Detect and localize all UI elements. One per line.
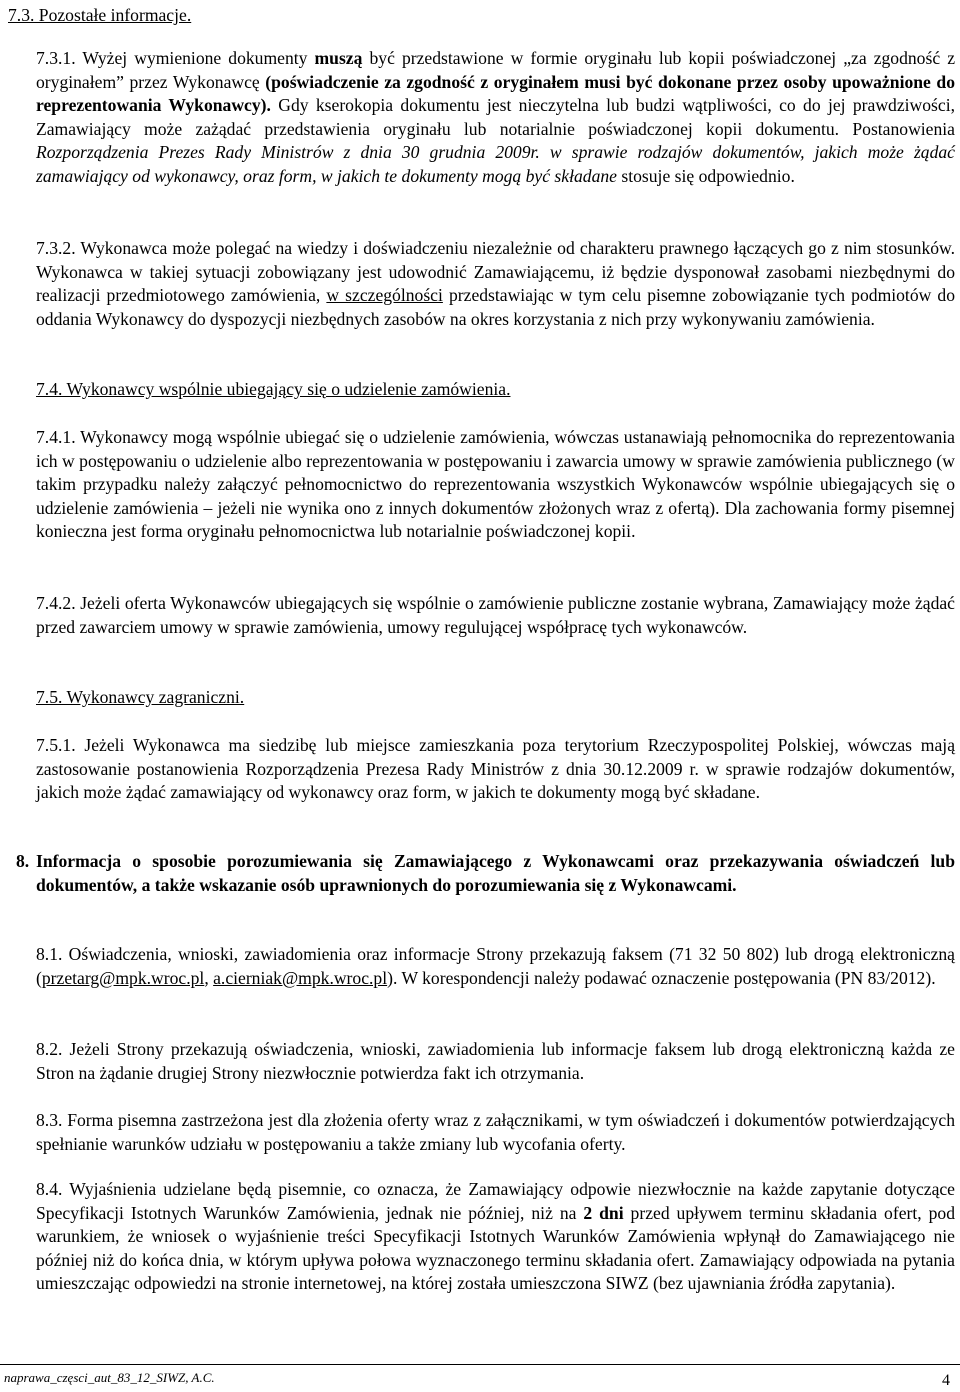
footer-divider [0,1364,960,1365]
paragraph-8-2: 8.2. Jeżeli Strony przekazują oświadczenia, wnioski, zawiadomienia lub informacje faksem lub drogą elektroniczną każda ze Stron na żądanie drugiej Strony niezwłocznie potwierdza fakt ich otrzymania. [36,1039,955,1083]
page-number: 4 [942,1372,950,1389]
paragraph-7-3-1: 7.3.1. Wyżej wymienione dokumenty muszą być przedstawione w formie oryginału lub kopii poświadczonej „za zgodność z oryginałem” przez Wykonawcę (poświadczenie za zgodność z oryginałem musi być dokonane przez osoby upoważnione do reprezentowania Wykonawcy). Gdy kserokopia dokumentu jest nieczytelna lub budzi wątpliwości, co do jej prawdziwości, Zamawiający może zażądać przedstawienia oryginału lub notarialnie poświadczonej kopii dokumentu. Postanowienia Rozporządzenia Prezes Rady Ministrów z dnia 30 grudnia 2009r. w sprawie rodzajów dokumentów, jakich może żądać zamawiający od wykonawcy, oraz form, w jakich te dokumenty mogą być składane stosuje się odpowiednio. [36,48,956,186]
paragraph-7-3-2: 7.3.2. Wykonawca może polegać na wiedzy i doświadczeniu niezależnie od charakteru prawnego łączących go z nim stosunków. Wykonawca w takiej sytuacji zobowiązany jest udowodnić Zamawiającemu, iż będzie dysponował zasobami niezbędnymi do realizacji przedmiotowego zamówienia, w szczególności przedstawiając w tym celu pisemne zobowiązanie tych podmiotów do oddania Wykonawcy do dyspozycji niezbędnych zasobów na okres korzystania z nich przy wykonywaniu zamówienia. [36,238,956,329]
section-7-3-heading: 7.3. Pozostałe informacje. [8,5,192,25]
section-7-5-heading: 7.5. Wykonawcy zagraniczni. [36,687,245,707]
paragraph-8-3: 8.3. Forma pisemna zastrzeżona jest dla złożenia oferty wraz z załącznikami, w tym oświadczeń i dokumentów potwierdzających spełnianie warunków udziału w postępowaniu a także zmiany lub wycofania oferty. [36,1110,955,1154]
paragraph-7-3-1-number: 7.3.1. [36,48,76,68]
paragraph-7-4-2: 7.4.2. Jeżeli oferta Wykonawców ubiegających się wspólnie o zamówienie publiczne zostanie wybrana, Zamawiający może żądać przed zawarciem umowy w sprawie zamówienia, umowy regulującej współpracę tych wykonawców. [36,593,955,637]
email-link-przetarg[interactable]: przetarg@mpk.wroc.pl [41,967,205,988]
section-8-number: 8. [16,851,30,871]
paragraph-7-5-1: 7.5.1. Jeżeli Wykonawca ma siedzibę lub miejsce zamieszkania poza terytorium Rzeczypospolitej Polskiej, wówczas mają zastosowanie postanowienia Rozporządzenia Prezesa Rady Ministrów z dnia 30.12.2009 r. w sprawie rodzajów dokumentów, jakich może żądać zamawiający od wykonawcy oraz form, w jakich te dokumenty mogą być składane. [36,735,955,803]
section-7-4-heading: 7.4. Wykonawcy wspólnie ubiegający się o udzielenie zamówienia. [36,379,511,399]
email-link-cierniak[interactable]: a.cierniak@mpk.wroc.pl [213,967,388,988]
paragraph-8-1: 8.1. Oświadczenia, wnioski, zawiadomienia oraz informacje Strony przekazują faksem (71 32 50 802) lub drogą elektroniczną (przetarg@mpk.wroc.pl, a.cierniak@mpk.wroc.pl). W korespondencji należy podawać oznaczenie postępowania (PN 83/2012). [36,944,955,988]
paragraph-8-4: 8.4. Wyjaśnienia udzielane będą pisemnie, co oznacza, że Zamawiający odpowie niezwłocznie na każde zapytanie dotyczące Specyfikacji Istotnych Warunków Zamówienia, jednak nie później, niż na 2 dni przed upływem terminu składania ofert, pod warunkiem, że wniosek o wyjaśnienie treści Specyfikacji Istotnych Warunków Zamówienia wpłynął do Zamawiającego nie później niż do końca dnia, w którym upływa połowa wyznaczonego terminu składania ofert. Zamawiający odpowiada na pytania umieszczając odpowiedzi na stronie internetowej, na której została umieszczona SIWZ (bez ujawniania źródła zapytania). [36,1179,955,1294]
footer-document-id: naprawa_częsci_aut_83_12_SIWZ, A.C. [4,1370,215,1385]
paragraph-7-4-1: 7.4.1. Wykonawcy mogą wspólnie ubiegać się o udzielenie zamówienia, wówczas ustanawiają pełnomocnika do reprezentowania ich w postępowaniu o udzielenie albo reprezentowania w postępowaniu i zawarcia umowy w sprawie zamówienia publicznego (w takim przypadku należy załączyć pełnomocnictwo do reprezentowania wszystkich Wykonawców wspólnie ubiegających się o udzielenie zamówienia – jeżeli nie wynika ono z innych dokumentów złożonych wraz z ofertą). Dla zachowania formy pisemnej konieczna jest forma oryginału pełnomocnictwa lub notarialnie poświadczonej kopii. [36,427,955,542]
section-8-heading: 8. Informacja o sposobie porozumiewania się Zamawiającego z Wykonawcami oraz przekazywania oświadczeń lub dokumentów, a także wskazanie osób uprawnionych do porozumiewania się z Wykonawcami. [16,851,955,895]
